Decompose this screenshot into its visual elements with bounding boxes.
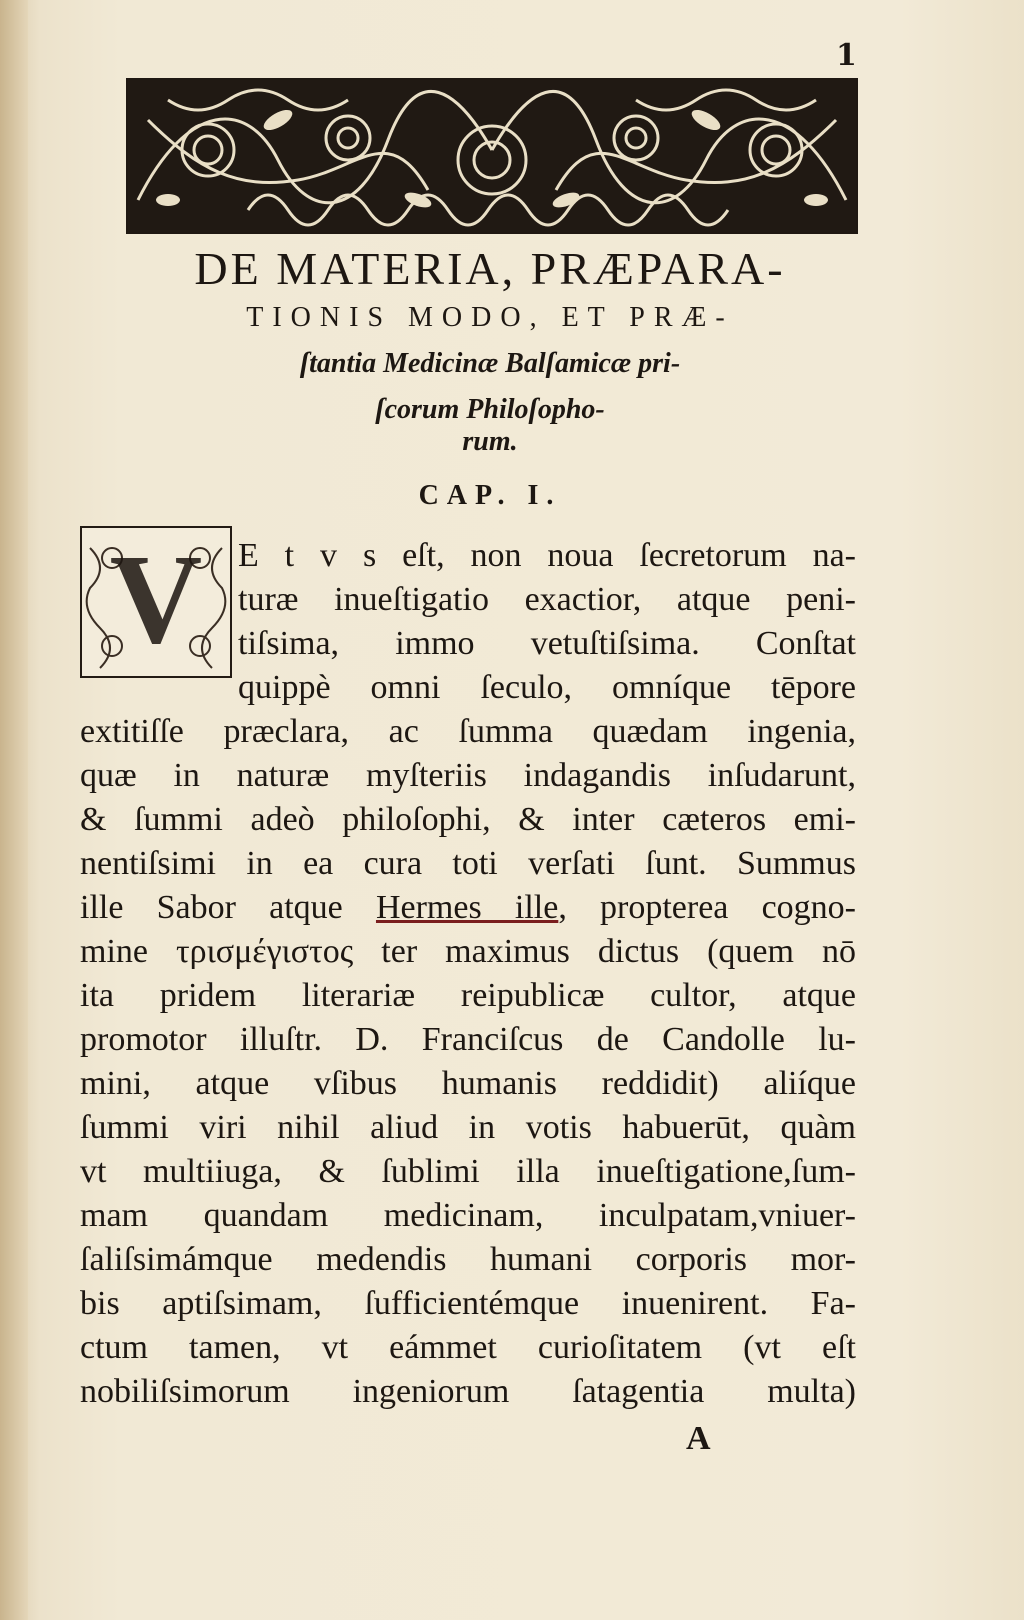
text-line: promotor illuſtr. D. Franciſcus de Candolle lu- [80,1021,856,1058]
text-line: quippè omni ſeculo, omníque tēpore [238,669,856,706]
title-line-5: rum. [462,426,518,457]
text-line [80,888,856,928]
title-line-1: DE MATERIA, PRÆPARA- [194,243,786,294]
text-line: ita pridem literariæ reipublicæ cultor, atque [80,977,856,1014]
initial-letter: V [109,528,203,670]
text-line: quæ in naturæ myſteriis indagandis inſudarunt, [80,757,856,794]
text-line: extitiſſe præclara, ac ſumma quædam ingenia, [80,713,856,750]
title-line-3: ſtantia Medicinæ Balſamicæ pri- [299,348,681,379]
text-line: tiſsima, immo vetuſtiſsima. Conſtat [238,625,856,662]
text-line: E t v s eſt, non noua ſecretorum na- [238,537,856,574]
text-line: & ſummi adeò philoſophi, & inter cæteros emi- [80,801,856,838]
chapter-heading: CAP. I. [418,480,562,511]
foliage-ornament-icon [128,80,856,232]
underlined-name-hermes: Hermes ille [375,889,559,926]
text-fragment: ille Sabor atque [80,889,376,926]
page-number: 1 [836,38,857,73]
text-line: bis aptiſsimam, ſufficientémque inuenirent. Fa- [80,1285,856,1322]
page-gutter [0,0,28,1620]
title-line-4: ſcorum Philoſopho- [375,394,605,425]
text-line: ſaliſsimámque medendis humani corporis mor- [80,1241,856,1278]
text-line: mam quandam medicinam, inculpatam,vniuer- [80,1197,856,1234]
text-line: vt multiiuga, & ſublimi illa inueſtigatione,ſum- [80,1153,856,1190]
ornamental-headpiece [126,78,858,234]
text-line: mine τρισμέγιστος ter maximus dictus (quem nō [80,933,856,970]
text-line: turæ inueſtigatio exactior, atque peni- [238,581,856,618]
text-line: mini, atque vſibus humanis reddidit) aliíque [80,1065,856,1102]
text-line: ſummi viri nihil aliud in votis habuerūt, quàm [80,1109,856,1146]
decorated-initial [80,526,232,678]
catchword-signature: A [686,1420,711,1457]
text-fragment: , propterea cogno- [558,889,856,926]
text-line: nobiliſsimorum ingeniorum ſatagentia multa) [80,1373,856,1410]
text-line: ctum tamen, vt eámmet curioſitatem (vt eſt [80,1329,856,1366]
text-line: nentiſsimi in ea cura toti verſati ſunt. Summus [80,845,856,882]
title-line-2: TIONIS MODO, ET PRÆ- [246,302,734,333]
